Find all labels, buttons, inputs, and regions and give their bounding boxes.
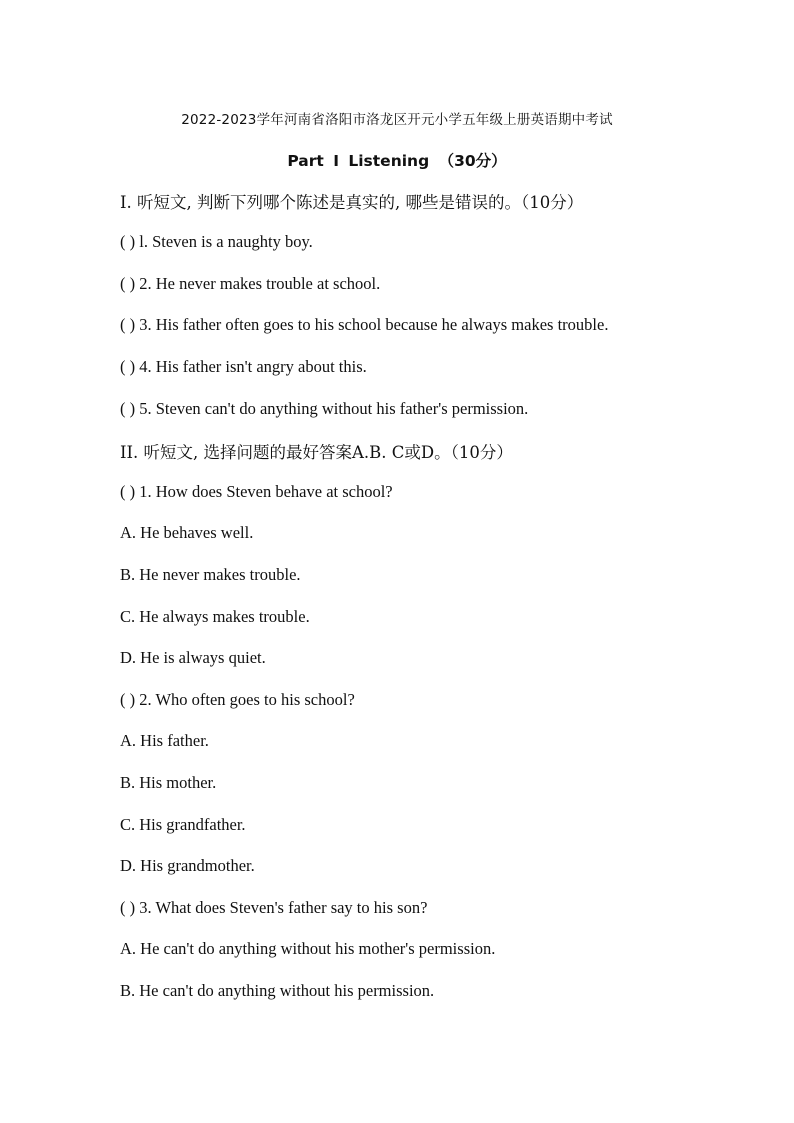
true-false-item-4: ( ) 4. His father isn't angry about this. bbox=[120, 357, 367, 376]
question-1-option-d: D. He is always quiet. bbox=[120, 648, 266, 667]
question-3-option-a: A. He can't do anything without his mother's permission. bbox=[120, 939, 496, 958]
part-heading: Part I Listening （30分） bbox=[287, 152, 507, 170]
question-3-option-b: B. He can't do anything without his permission. bbox=[120, 981, 435, 1000]
section-2-heading: II. 听短文, 选择问题的最好答案A.B. C或D。（10分） bbox=[120, 443, 513, 462]
question-1-option-a: A. He behaves well. bbox=[120, 523, 254, 542]
true-false-item-1: ( ) l. Steven is a naughty boy. bbox=[120, 232, 313, 251]
section-1-heading: I. 听短文, 判断下列哪个陈述是真实的, 哪些是错误的。（10分） bbox=[120, 193, 584, 212]
question-3: ( ) 3. What does Steven's father say to his son? bbox=[120, 898, 428, 917]
question-2: ( ) 2. Who often goes to his school? bbox=[120, 690, 355, 709]
question-1: ( ) 1. How does Steven behave at school? bbox=[120, 482, 393, 501]
true-false-item-3: ( ) 3. His father often goes to his school because he always makes trouble. bbox=[120, 315, 609, 334]
true-false-item-2: ( ) 2. He never makes trouble at school. bbox=[120, 274, 381, 293]
question-2-option-a: A. His father. bbox=[120, 731, 209, 750]
question-1-option-b: B. He never makes trouble. bbox=[120, 565, 301, 584]
true-false-item-5: ( ) 5. Steven can't do anything without his father's permission. bbox=[120, 399, 529, 418]
document-title: 2022-2023学年河南省洛阳市洛龙区开元小学五年级上册英语期中考试 bbox=[181, 112, 613, 128]
question-2-option-b: B. His mother. bbox=[120, 773, 217, 792]
question-2-option-d: D. His grandmother. bbox=[120, 856, 255, 875]
question-1-option-c: C. He always makes trouble. bbox=[120, 607, 310, 626]
question-2-option-c: C. His grandfather. bbox=[120, 815, 246, 834]
